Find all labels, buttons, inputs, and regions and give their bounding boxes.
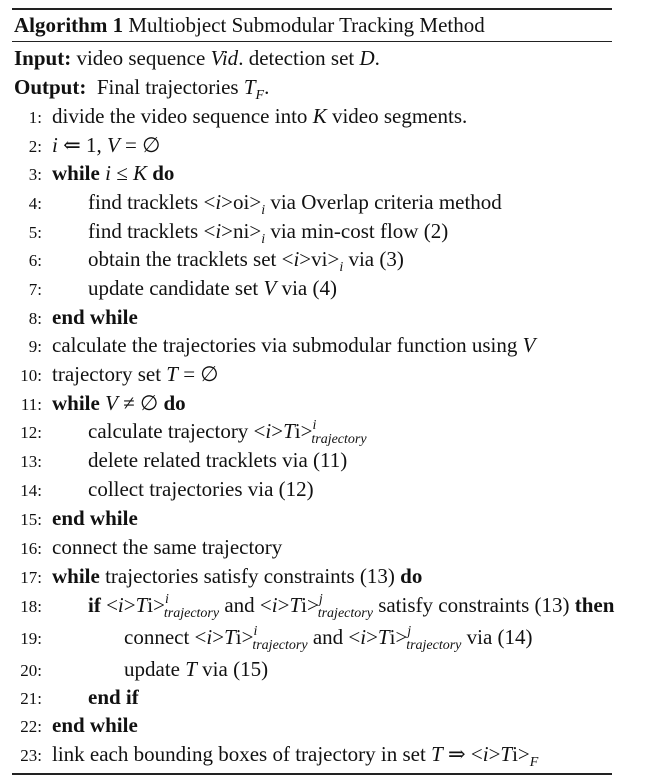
line-text: find tracklets $<i>ni>_i$ via min-cost flow (2)	[88, 219, 449, 247]
line-text: trajectory set T = ∅	[52, 362, 219, 386]
line-number: 20:	[20, 661, 42, 680]
line-number: 22:	[20, 717, 42, 736]
line-text: end while	[52, 305, 138, 329]
line-text: while i ≤ K do	[52, 161, 175, 185]
line-number: 21:	[20, 689, 42, 708]
line-number: 17:	[20, 568, 42, 587]
line-number: 11:	[20, 395, 42, 414]
line-number: 7:	[28, 280, 42, 299]
line-number: 4:	[28, 194, 42, 213]
input-label: Input:	[14, 46, 72, 70]
line-number: 9:	[28, 337, 42, 356]
line-text: connect <i>Ti>$^i_{trajectory}$ and <i>Ti>$^j_{trajectory}$ via (14)	[124, 624, 533, 653]
line-number: 15:	[20, 510, 42, 529]
input-text: video sequence Vid. detection set D.	[76, 46, 380, 70]
line-text: divide the video sequence into K video segments.	[52, 104, 468, 128]
line-text: end while	[52, 506, 138, 530]
line-text: while trajectories satisfy constraints (13) do	[52, 564, 423, 588]
line-text: obtain the tracklets set $<i>vi>_i$ via (3)	[88, 247, 404, 275]
line-text: find tracklets $<i>oi>_i$ via Overlap criteria method	[88, 190, 502, 218]
input-line	[14, 45, 380, 71]
output-line	[14, 74, 270, 103]
algorithm-name: Multiobject Submodular Tracking Method	[128, 13, 485, 37]
line-text: calculate trajectory <i>Ti>$^i_{trajectory}$	[88, 418, 367, 447]
line-number: 23:	[20, 746, 42, 765]
line-number: 5:	[28, 223, 42, 242]
line-number: 18:	[20, 597, 42, 616]
line-text: delete related tracklets via (11)	[88, 448, 348, 472]
line-text: i ⇐ 1, V = ∅	[52, 133, 161, 157]
line-number: 6:	[28, 251, 42, 270]
output-text: Final trajectories $T_F$.	[91, 75, 270, 103]
line-text: update candidate set V via (4)	[88, 276, 337, 300]
line-number: 16:	[20, 539, 42, 558]
line-number: 14:	[20, 481, 42, 500]
line-number: 12:	[20, 423, 42, 442]
bottom-rule	[12, 773, 612, 775]
line-text: end while	[52, 713, 138, 737]
line-text: calculate the trajectories via submodular function using V	[52, 333, 536, 357]
line-number: 13:	[20, 452, 42, 471]
line-number: 8:	[28, 309, 42, 328]
line-text: update T via (15)	[124, 657, 269, 681]
line-text: link each bounding boxes of trajectory in set T ⇒ $<i>Ti>_F$	[52, 742, 539, 770]
line-text: if <i>Ti>$^i_{trajectory}$ and <i>Ti>$^j_{trajectory}$ satisfy constraints (13) then	[88, 592, 615, 621]
line-number: 2:	[28, 137, 42, 156]
top-rule	[12, 8, 612, 10]
line-text: end if	[88, 685, 139, 709]
line-text: collect trajectories via (12)	[88, 477, 314, 501]
line-text: while V ≠ ∅ do	[52, 391, 186, 415]
line-number: 10:	[20, 366, 42, 385]
line-number: 19:	[20, 629, 42, 648]
title-rule	[12, 41, 612, 42]
line-number: 1:	[28, 108, 42, 127]
algorithm-title	[14, 12, 485, 38]
line-number: 3:	[28, 165, 42, 184]
algorithm-label: Algorithm 1	[14, 13, 124, 37]
output-label: Output:	[14, 75, 87, 99]
line-text: connect the same trajectory	[52, 535, 283, 559]
